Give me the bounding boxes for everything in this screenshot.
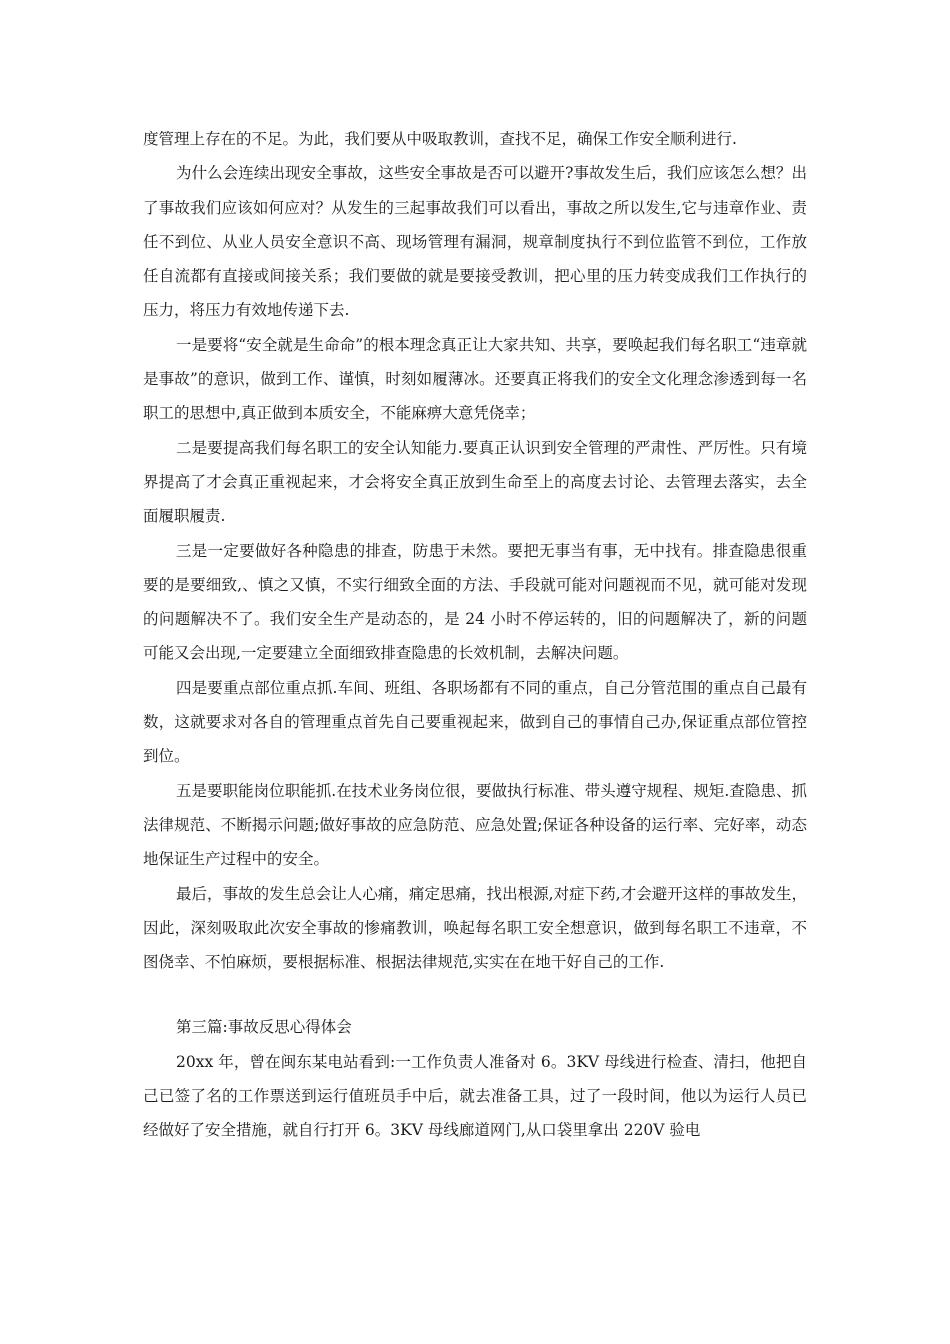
- paragraph-point-one: 一是要将“安全就是生命命”的根本理念真正让大家共知、共享，要唤起我们每名职工“违章就是事故”的意识，做到工作、谨慎，时刻如履薄冰。还要真正将我们的安全文化理念渗透到每一名职工的思想中,真正做到本质安全，不能麻痹大意凭侥幸；: [143, 335, 807, 423]
- paragraph-continuation: 度管理上存在的不足。为此，我们要从中吸取教训，查找不足，确保工作安全顺利进行.: [143, 130, 737, 148]
- section-heading: 第三篇:事故反思心得体会: [176, 1018, 352, 1037]
- paragraph-point-three: 三是一定要做好各种隐患的排查，防患于未然。要把无事当有事，无中找有。排查隐患很重要的是要细致,、慎之又慎，不实行细致全面的方法、手段就可能对问题视而不见，就可能对发现的问题解决不了。我们安全生产是动态的，是 24 小时不停运转的，旧的问题解决了，新的问题可能又会出现,一定要建立全面细致排查隐患的长效机制，去解决问题。: [143, 541, 807, 663]
- paragraph-point-five: 五是要职能岗位职能抓.在技术业务岗位很，要做执行标准、带头遵守规程、规矩.查隐患、抓法律规范、不断揭示问题;做好事故的应急防范、应急处置;保证各种设备的运行率、完好率，动态地保证生产过程中的安全。: [143, 781, 807, 869]
- paragraph-conclusion: 最后，事故的发生总会让人心痛，痛定思痛，找出根源,对症下药,才会避开这样的事故发生，因此，深刻吸取此次安全事故的惨痛教训，唤起每名职工安全想意识，做到每名职工不违章，不图侥幸、不怕麻烦，要根据标准、根据法律规范,实实在在地干好自己的工作.: [143, 884, 807, 972]
- paragraph-point-four: 四是要重点部位重点抓.车间、班组、各职场都有不同的重点，自己分管范围的重点自己最有数，这就要求对各自的管理重点首先自己要重视起来，做到自己的事情自己办,保证重点部位管控到位。: [143, 678, 807, 766]
- paragraph-point-two: 二是要提高我们每名职工的安全认知能力.要真正认识到安全管理的严肃性、严厉性。只有境界提高了才会真正重视起来，才会将安全真正放到生命至上的高度去讨论、去管理去落实，去全面履职履责.: [143, 438, 807, 526]
- document-body: [143, 122, 807, 1148]
- paragraph-why-accidents: 为什么会连续出现安全事故，这些安全事故是否可以避开?事故发生后，我们应该怎么想？出了事故我们应该如何应对？从发生的三起事故我们可以看出，事故之所以发生,它与违章作业、责任不到位、从业人员安全意识不高、现场管理有漏洞，规章制度执行不到位监管不到位，工作放任自流都有直接或间接关系；我们要做的就是要接受教训，把心里的压力转变成我们工作执行的压力，将压力有效地传递下去.: [143, 164, 807, 320]
- section-paragraph: 20xx 年，曾在闽东某电站看到:一工作负责人准备对 6。3KV 母线进行检查、清扫，他把自己已签了名的工作票送到运行值班员手中后，就去准备工具，过了一段时间，他以为运行人员已经做好了安全措施，就自行打开 6。3KV 母线廊道网门,从口袋里拿出 220V 验电: [143, 1052, 807, 1140]
